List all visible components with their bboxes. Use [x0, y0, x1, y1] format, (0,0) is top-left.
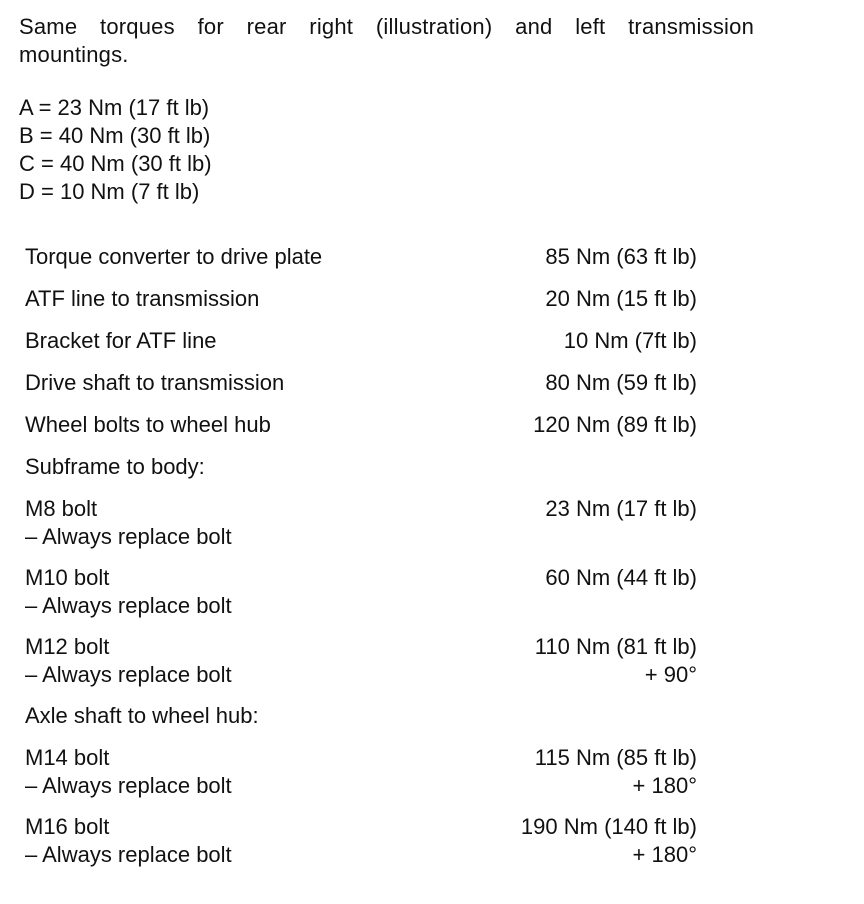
section-heading: Subframe to body: [25, 454, 205, 479]
spec-label: M8 bolt [25, 496, 98, 521]
spec-value: 190 Nm (140 ft lb) [520, 814, 697, 839]
spec-heading-axle [25, 702, 697, 744]
torque-d: D = 10 Nm (7 ft lb) [19, 179, 200, 204]
spec-note: – Always replace bolt [25, 662, 232, 687]
spec-row-wheel-bolts [25, 411, 697, 453]
spec-note: – Always replace bolt [25, 524, 232, 549]
spec-heading-subframe [25, 453, 697, 495]
torque-a: A = 23 Nm (17 ft lb) [19, 95, 210, 120]
spec-value: 80 Nm (59 ft lb) [545, 370, 697, 395]
torque-spec-table [25, 243, 697, 882]
spec-row-drive-shaft [25, 369, 697, 411]
spec-angle: + 180° [632, 773, 697, 798]
spec-label: Wheel bolts to wheel hub [25, 412, 271, 437]
spec-label: Bracket for ATF line [25, 328, 217, 353]
spec-label: M14 bolt [25, 745, 110, 770]
spec-value: 60 Nm (44 ft lb) [545, 565, 697, 590]
torque-b: B = 40 Nm (30 ft lb) [19, 123, 211, 148]
spec-label: Torque converter to drive plate [25, 244, 323, 269]
spec-value: 10 Nm (7ft lb) [563, 328, 697, 353]
intro-line-2: mountings. [19, 42, 129, 67]
spec-label: M16 bolt [25, 814, 110, 839]
intro-line-1: Same torques for rear right (illustration) and left transmission [19, 14, 754, 39]
spec-note: – Always replace bolt [25, 593, 232, 618]
spec-value: 110 Nm (81 ft lb) [534, 634, 697, 659]
mount-torque-list [19, 94, 212, 206]
spec-value: 115 Nm (85 ft lb) [534, 745, 697, 770]
torque-c: C = 40 Nm (30 ft lb) [19, 151, 212, 176]
spec-value: 85 Nm (63 ft lb) [545, 244, 697, 269]
spec-label: Drive shaft to transmission [25, 370, 285, 395]
spec-label: M12 bolt [25, 634, 110, 659]
spec-value: 120 Nm (89 ft lb) [533, 412, 697, 437]
spec-row-atf-bracket [25, 327, 697, 369]
spec-note: – Always replace bolt [25, 842, 232, 867]
intro-paragraph [19, 13, 754, 69]
spec-value: 23 Nm (17 ft lb) [545, 496, 697, 521]
spec-angle: + 90° [644, 662, 697, 687]
spec-row-atf-line [25, 285, 697, 327]
spec-row-torque-converter [25, 243, 697, 285]
spec-note: – Always replace bolt [25, 773, 232, 798]
spec-value: 20 Nm (15 ft lb) [545, 286, 697, 311]
spec-row-m14 [25, 744, 697, 813]
spec-row-m12 [25, 633, 697, 702]
spec-label: M10 bolt [25, 565, 110, 590]
section-heading: Axle shaft to wheel hub: [25, 703, 259, 728]
spec-row-m8 [25, 495, 697, 564]
spec-angle: + 180° [632, 842, 697, 867]
spec-row-m16 [25, 813, 697, 882]
spec-label: ATF line to transmission [25, 286, 260, 311]
spec-row-m10 [25, 564, 697, 633]
